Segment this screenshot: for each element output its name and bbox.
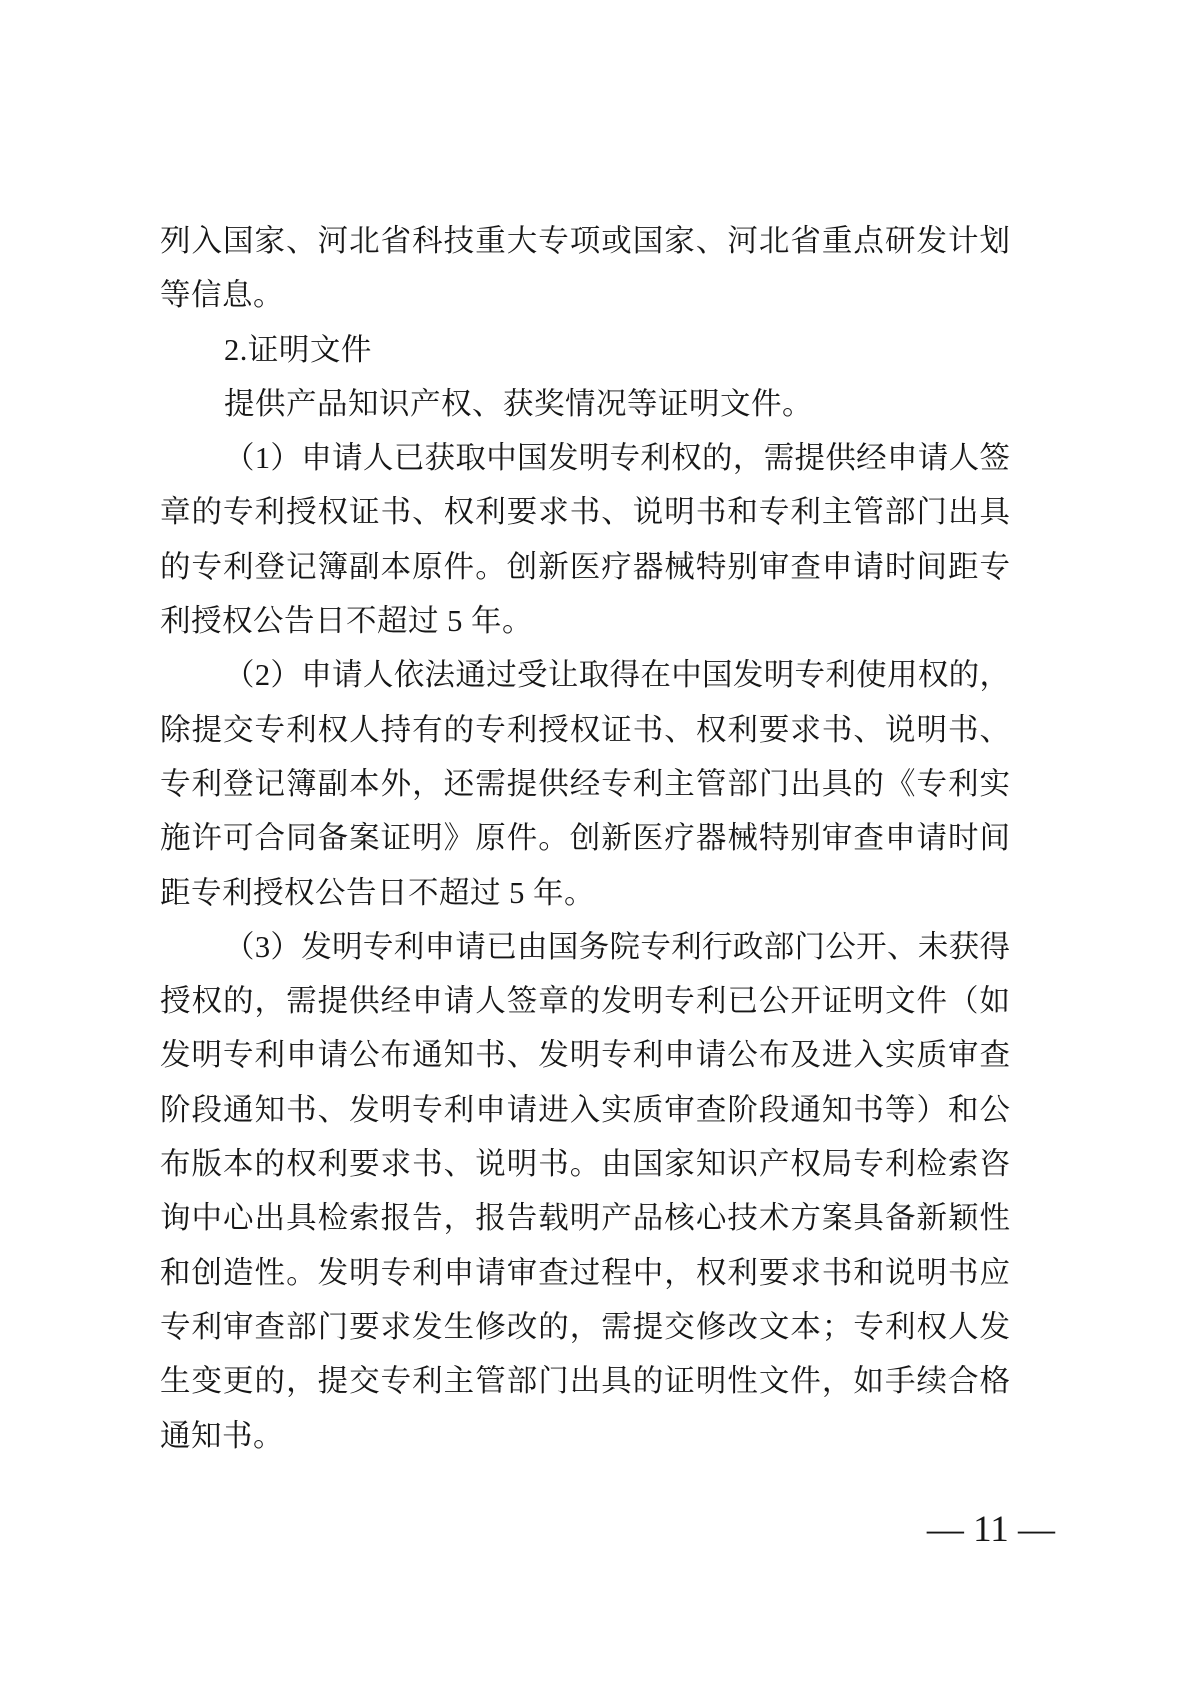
text-line: 专利审查部门要求发生修改的，需提交修改文本；专利权人发 [160,1309,1010,1344]
text-line: （1）申请人已获取中国发明专利权的，需提供经申请人签 [224,441,1010,476]
text-line: 授权的，需提供经申请人签章的发明专利已公开证明文件（如 [160,984,1010,1019]
text-line: 的专利登记簿副本原件。创新医疗器械特别审查申请时间距专 [160,549,1010,584]
text-line: 发明专利申请公布通知书、发明专利申请公布及进入实质审查 [160,1038,1010,1073]
text-line: 布版本的权利要求书、说明书。由国家知识产权局专利检索咨 [160,1147,1010,1182]
text-line: 提供产品知识产权、获奖情况等证明文件。 [224,386,813,421]
text-line: 阶段通知书、发明专利申请进入实质审查阶段通知书等）和公 [160,1092,1010,1127]
text-line: 列入国家、河北省科技重大专项或国家、河北省重点研发计划 [160,224,1010,258]
text-line: 施许可合同备案证明》原件。创新医疗器械特别审查申请时间 [160,821,1010,856]
text-line: 生变更的，提交专利主管部门出具的证明性文件，如手续合格 [160,1364,1010,1399]
text-line: （3）发明专利申请已由国务院专利行政部门公开、未获得 [224,929,1010,964]
text-line: 专利登记簿副本外，还需提供经专利主管部门出具的《专利实 [160,766,1010,801]
text-line: 2.证明文件 [224,332,372,367]
text-line: 利授权公告日不超过 5 年。 [160,604,533,639]
text-line: 除提交专利权人持有的专利授权证书、权利要求书、说明书、 [160,712,1010,747]
text-line: 询中心出具检索报告，报告载明产品核心技术方案具备新颖性 [160,1201,1010,1236]
text-line: 和创造性。发明专利申请审查过程中，权利要求书和说明书应 [160,1255,1010,1290]
page-number: — 11 — [926,1509,1055,1550]
text-line: 等信息。 [160,278,284,313]
text-line: 章的专利授权证书、权利要求书、说明书和专利主管部门出具 [160,495,1010,530]
text-line: 通知书。 [160,1418,284,1453]
document-body [160,214,1010,1463]
text-line: 距专利授权公告日不超过 5 年。 [160,875,595,910]
text-line: （2）申请人依法通过受让取得在中国发明专利使用权的， [224,658,1010,693]
